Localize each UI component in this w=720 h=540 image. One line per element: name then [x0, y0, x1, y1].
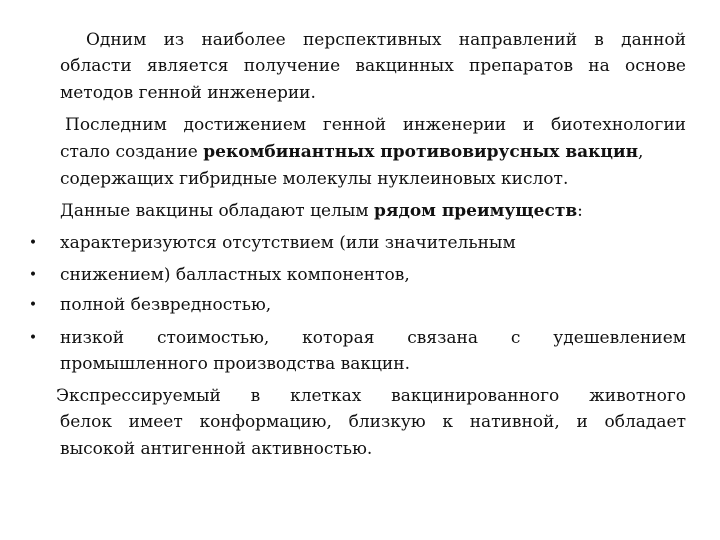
paragraph-1-line-2: области является получение вакцинных препаратов на основе	[60, 56, 686, 76]
paragraph-3-text: Данные вакцины обладают целым	[60, 201, 375, 221]
bullet-marker-4: •	[28, 330, 38, 346]
paragraph-4-line-1: Экспрессируемый в клетках вакцинированного животного	[56, 386, 686, 406]
bullet-item-4-line-1: низкой стоимостью, которая связана с удешевлением	[60, 328, 686, 348]
paragraph-3-punct: :	[577, 201, 583, 221]
paragraph-4-line-2: белок имеет конформацию, близкую к нативной, и обладает	[60, 412, 686, 432]
paragraph-4-line-3: высокой антигенной активностью.	[60, 439, 373, 459]
paragraph-2-line-1: Последним достижением генной инженерии и биотехнологии	[65, 115, 686, 135]
paragraph-3-line-1	[60, 199, 686, 223]
paragraph-3-emphasis: рядом преимуществ	[374, 201, 578, 221]
bullet-item-3: полной безвредностью,	[60, 295, 272, 315]
paragraph-1-line-3: методов генной инженерии.	[60, 83, 316, 103]
bullet-marker-2: •	[28, 267, 38, 283]
paragraph-2-emphasis: рекомбинантных противовирусных вакцин	[203, 142, 639, 162]
paragraph-2-line-3: содержащих гибридные молекулы нуклеиновых кислот.	[60, 169, 569, 189]
bullet-marker-1: •	[28, 235, 38, 251]
paragraph-2-punct: ,	[638, 142, 644, 162]
bullet-item-1: характеризуются отсутствием (или значительным	[60, 233, 516, 253]
bullet-marker-3: •	[28, 297, 38, 313]
paragraph-1-line-1: Одним из наиболее перспективных направлений в данной	[86, 30, 686, 50]
paragraph-2-text: стало создание	[60, 142, 204, 162]
paragraph-2-line-2	[60, 140, 686, 164]
bullet-item-4-line-2: промышленного производства вакцин.	[60, 354, 410, 374]
bullet-item-2: снижением) балластных компонентов,	[60, 265, 410, 285]
